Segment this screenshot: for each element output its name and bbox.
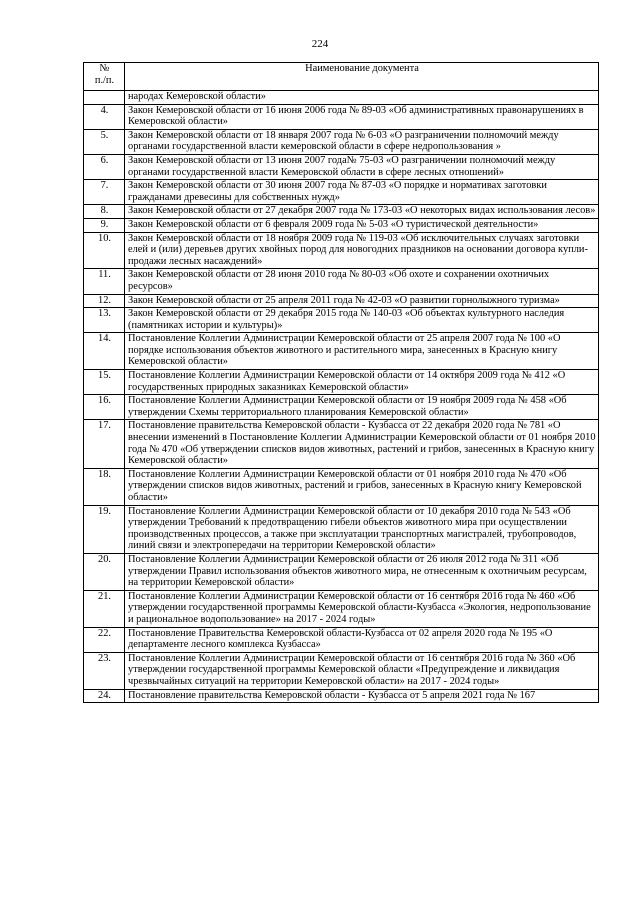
row-document-name: Закон Кемеровской области от 29 декабря 2015 года № 140-03 «Об объектах культурного наследия (памятниках истории и культуры)»: [125, 308, 599, 333]
table-row: [84, 294, 599, 308]
row-number: 18.: [84, 468, 125, 505]
table-row: [84, 333, 599, 370]
header-number-line1: №: [99, 63, 110, 74]
row-document-name: Постановление Коллегии Администрации Кемеровской области от 25 апреля 2007 года № 100 «О порядке использования объектов животного и растительного мира, занесенных в Красную книгу Кемеровской области»: [125, 333, 599, 370]
row-number: 23.: [84, 652, 125, 689]
row-document-name: народах Кемеровской области»: [125, 91, 599, 105]
row-number: 5.: [84, 129, 125, 154]
page-number: 224: [311, 38, 329, 50]
table-row: [84, 104, 599, 129]
row-number: 12.: [84, 294, 125, 308]
table-row: [84, 590, 599, 627]
row-number: 7.: [84, 180, 125, 205]
table-row: [84, 370, 599, 395]
row-document-name: Закон Кемеровской области от 30 июня 2007 года № 87-03 «О порядке и нормативах заготовки гражданами древесины для собственных нужд»: [125, 180, 599, 205]
table-row: [84, 689, 599, 703]
table-header-row: [84, 63, 599, 91]
table-row: [84, 468, 599, 505]
table-row: [84, 553, 599, 590]
row-number: 14.: [84, 333, 125, 370]
row-number: 9.: [84, 218, 125, 232]
row-number: 22.: [84, 627, 125, 652]
row-number: 24.: [84, 689, 125, 703]
row-number: 17.: [84, 420, 125, 468]
table-row: [84, 91, 599, 105]
row-number: 21.: [84, 590, 125, 627]
row-document-name: Закон Кемеровской области от 18 января 2007 года № 6-03 «О разграничении полномочий между органами государственной власти кемеровской области в сфере недропользования »: [125, 129, 599, 154]
row-number: 8.: [84, 205, 125, 219]
table-row: [84, 205, 599, 219]
row-document-name: Постановление Правительства Кемеровской области-Кузбасса от 02 апреля 2020 года № 195 «О департаменте лесного комплекса Кузбасса»: [125, 627, 599, 652]
table-row: [84, 505, 599, 553]
row-document-name: Постановление Коллегии Администрации Кемеровской области от 14 октября 2009 года № 412 «О государственных природных заказниках Кемеровской области»: [125, 370, 599, 395]
row-document-name: Закон Кемеровской области от 18 ноября 2009 года № 119-03 «Об исключительных случаях заготовки елей и (или) деревьев других хвойных пород для новогодних праздников на основании договора купли-продажи лесных насаждений»: [125, 232, 599, 269]
header-number-line2: п./п.: [94, 74, 115, 86]
row-document-name: Постановление Коллегии Администрации Кемеровской области от 16 сентября 2016 года № 460 «Об утверждении государственной программы Кемеровской области-Кузбасса «Экология, недропользование и рациональное водопользование» на 2017 - 2024 годы»: [125, 590, 599, 627]
header-document-name: Наименование документа: [125, 63, 599, 91]
row-document-name: Закон Кемеровской области от 28 июня 2010 года № 80-03 «Об охоте и сохранении охотничьих ресурсов»: [125, 269, 599, 294]
row-document-name: Постановление правительства Кемеровской области - Кузбасса от 22 декабря 2020 года № 781 «О внесении изменений в Постановление Коллегии Администрации Кемеровской области от 01 ноября 2010 года № 470 «Об утверждении списков видов животных, растений и грибов, занесенных в Красную книгу Кемеровской области»: [125, 420, 599, 468]
row-number: 10.: [84, 232, 125, 269]
documents-table: [83, 62, 599, 703]
table-row: [84, 129, 599, 154]
row-number: 16.: [84, 395, 125, 420]
table-row: [84, 627, 599, 652]
row-document-name: Закон Кемеровской области от 13 июня 2007 года№ 75-03 «О разграничении полномочий между органами государственной власти Кемеровской области в сфере лесных отношений»: [125, 154, 599, 179]
table-row: [84, 308, 599, 333]
row-document-name: Постановление Коллегии Администрации Кемеровской области от 10 декабря 2010 года № 543 «Об утверждении Требований к предотвращению гибели объектов животного мира при осуществлении производственных процессов, а также при эксплуатации транспортных магистралей, трубопроводов, линий связи и электропередачи на территории Кемеровской области»: [125, 505, 599, 553]
table-row: [84, 269, 599, 294]
table-row: [84, 232, 599, 269]
row-document-name: Постановление правительства Кемеровской области - Кузбасса от 5 апреля 2021 года № 167: [125, 689, 599, 703]
table-row: [84, 180, 599, 205]
row-document-name: Постановление Коллегии Администрации Кемеровской области от 26 июля 2012 года № 311 «Об утверждении Правил использования объектов животного мира, не отнесенным к охотничьим ресурсам, на территории Кемеровской области»: [125, 553, 599, 590]
row-number: [84, 91, 125, 105]
row-number: 19.: [84, 505, 125, 553]
row-number: 20.: [84, 553, 125, 590]
row-number: 6.: [84, 154, 125, 179]
row-number: 13.: [84, 308, 125, 333]
row-document-name: Постановление Коллегии Администрации Кемеровской области от 19 ноября 2009 года № 458 «Об утверждении Схемы территориального планирования Кемеровской области»: [125, 395, 599, 420]
row-number: 4.: [84, 104, 125, 129]
row-number: 11.: [84, 269, 125, 294]
table-row: [84, 420, 599, 468]
table-body: [84, 91, 599, 703]
table-row: [84, 652, 599, 689]
row-document-name: Закон Кемеровской области от 16 июня 2006 года № 89-03 «Об административных правонарушениях в Кемеровской области»: [125, 104, 599, 129]
row-document-name: Закон Кемеровской области от 6 февраля 2009 года № 5-03 «О туристической деятельности»: [125, 218, 599, 232]
table-row: [84, 154, 599, 179]
table-row: [84, 395, 599, 420]
row-document-name: Постановление Коллегии Администрации Кемеровской области от 16 сентября 2016 года № 360 «Об утверждении государственной программы Кемеровской области «Предупреждение и ликвидация чрезвычайных ситуаций на территории Кемеровской области» на 2017 - 2024 годы»: [125, 652, 599, 689]
row-document-name: Закон Кемеровской области от 27 декабря 2007 года № 173-03 «О некоторых видах использования лесов»: [125, 205, 599, 219]
row-number: 15.: [84, 370, 125, 395]
table-row: [84, 218, 599, 232]
row-document-name: Закон Кемеровской области от 25 апреля 2011 года № 42-03 «О развитии горнолыжного туризма»: [125, 294, 599, 308]
header-number: [84, 63, 125, 91]
row-document-name: Постановление Коллегии Администрации Кемеровской области от 01 ноября 2010 года № 470 «Об утверждении списков видов животных, растений и грибов, занесенных в Красную книгу Кемеровской области»: [125, 468, 599, 505]
